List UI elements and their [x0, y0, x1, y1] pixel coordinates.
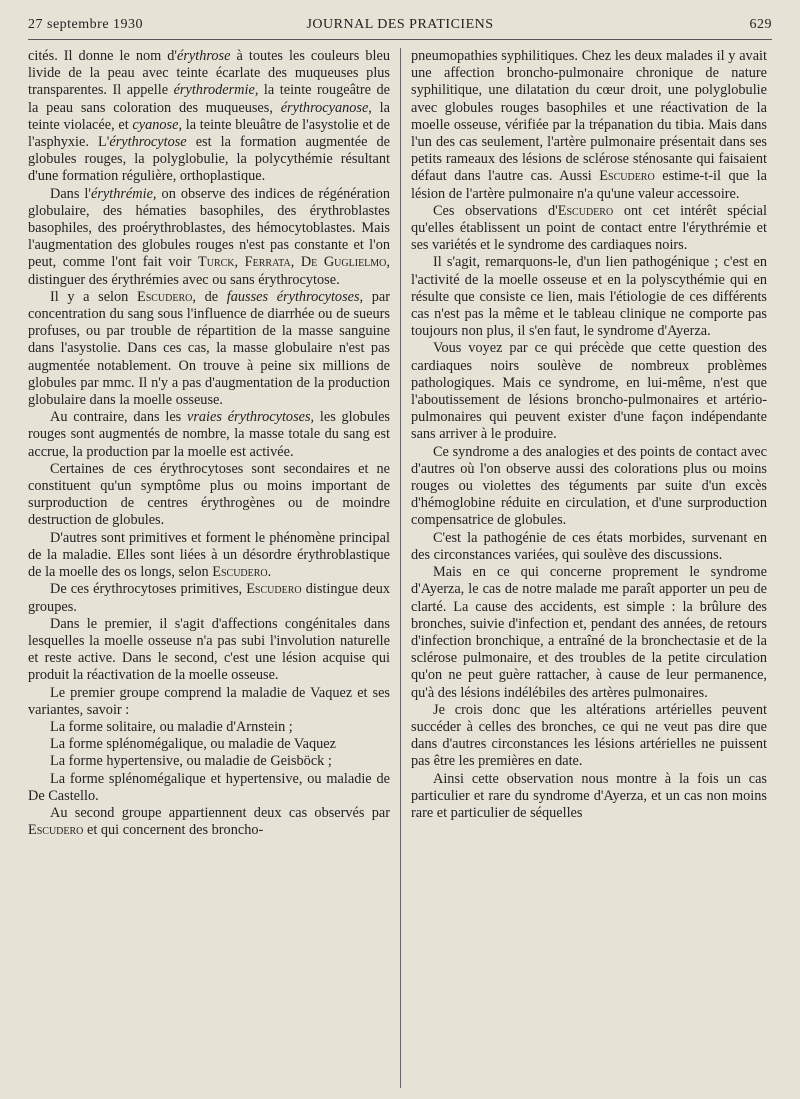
- text-run: Je crois donc que les altérations artérielles peuvent succéder à celles des bronches, ce qui ne veut pas dire que dans d'autres circonstances les lésions artérielles ne puissent pas être les premières en date.: [411, 701, 767, 770]
- paragraph: [28, 530, 390, 582]
- text-run: ,: [290, 254, 301, 271]
- text-run: Certaines de ces érythrocytoses sont secondaires et ne constituent qu'un symptôme plus ou moins important de surproduction de centres érythrogènes ou de moindre destruction de globules.: [28, 460, 390, 529]
- text-run: cités. Il donne le nom d': [28, 48, 177, 64]
- paragraph: [28, 581, 390, 615]
- text-run: estime-t-il que la lésion de l'artère pulmonaire n'a qu'une valeur accessoire.: [411, 168, 767, 202]
- paragraph: [28, 461, 390, 530]
- text-run: ,: [234, 254, 245, 271]
- text-run: est la formation augmentée de globules rouges, la polyglobulie, la polycythémie résultant d'une formation régulière, orthoplastique.: [28, 134, 390, 185]
- text-run: pneumopathies syphilitiques. Chez les deux malades il y avait une affection broncho-pulmonaire chronique de nature syphilitique, une dilatation du cœur droit, une polyglobulie avec globules rouges basophiles et une réactivation de la moelle osseuse, vérifiée par la trépanation du tibia. Mais dans l'un des cas seulement, l'artère pulmonaire présentait dans ses petits rameaux des lésions de sclérose sténosante qui faisaient défaut dans l'autre cas. Aussi: [411, 48, 767, 185]
- text-run: , distinguer des érythrémies avec ou sans érythrocytose.: [28, 254, 390, 288]
- text-run: par concentration du sang sous l'influence de diarrhée ou de sueurs profuses, ou par trouble de répartition de la masse sanguine dans l'asystolie. Dans ces cas, la masse globulaire n'est pas augmentée notablement. On trouve à peine six millions de globules par mmc. Il n'y a pas d'augmentation de la production globulaire dans la moelle osseuse.: [28, 288, 390, 409]
- text-run: les globules rouges sont augmentés de nombre, la masse totale du sang est accrue, la production par la moelle est activée.: [28, 409, 390, 460]
- page-number: 629: [749, 17, 772, 32]
- author-name: Escudero: [599, 168, 655, 185]
- text-run: distingue deux groupes.: [28, 581, 390, 615]
- italic-term: vraies érythrocytoses,: [187, 409, 315, 426]
- paragraph: [411, 530, 767, 564]
- italic-term: érythrocytose: [109, 134, 187, 151]
- paragraph: [28, 616, 390, 685]
- text-run: Ainsi cette observation nous montre à la fois un cas particulier et rare du syndrome d'Ayerza, et un cas non moins rare et particulier de séquelles: [411, 770, 767, 821]
- paragraph: [411, 203, 767, 255]
- paragraph: [28, 719, 390, 736]
- text-run: Le premier groupe comprend la maladie de Vaquez et ses variantes, savoir :: [28, 684, 390, 718]
- text-run: ont cet intérêt spécial qu'elles établissent un point de contact entre l'érythrémie et ses variétés et le syndrome des cardiaques noirs.: [411, 202, 767, 254]
- text-run: Mais en ce qui concerne proprement le syndrome d'Ayerza, le cas de notre malade me paraît apporter un peu de clarté. La cause des accidents, est simple : la brûlure des bronches, suivie d'infection et, pendant des années, de retours d'infection bronchique, a entraîné de la bronchectasie et de la sclérose pulmonaire, et des troubles de la petite circulation qu'on ne peut guère rattacher, à cause de leur permanence, qu'à des lésions indélébiles des artères pulmonaires.: [411, 564, 767, 701]
- text-run: La forme solitaire, ou maladie d'Arnstein ;: [50, 718, 293, 735]
- text-run: D'autres sont primitives et forment le phénomène principal de la maladie. Elles sont liées à un désordre érythroblastique de la moelle des os longs, selon: [28, 529, 390, 581]
- running-header: [28, 15, 772, 40]
- paragraph: [411, 444, 767, 530]
- text-run: la teinte rougeâtre de la peau sans coloration des muqueuses,: [28, 82, 390, 116]
- paragraph: [28, 805, 390, 839]
- text-run: la teinte violacée, et: [28, 99, 390, 133]
- author-name: Escudero: [136, 288, 193, 305]
- text-run: Au contraire, dans les: [50, 409, 187, 426]
- text-run: Il y a selon: [50, 288, 137, 305]
- italic-term: fausses érythrocytoses,: [226, 288, 364, 305]
- italic-term: érythrose: [177, 48, 231, 64]
- column-divider: [400, 48, 401, 1088]
- text-run: Ce syndrome a des analogies et des points de contact avec d'autres où l'on observe aussi des colorations plus ou moins rouges ou violettes des téguments par suite d'un excès d'hémoglobine réduite en circulation, et d'une surproduction compensatrice de globules.: [411, 443, 767, 529]
- text-run: Dans l': [50, 185, 91, 202]
- text-run: on observe des indices de régénération globulaire, des hématies basophiles, des érythroblastes basophiles, des proérythroblastes, des hémocytoblastes. Mais l'augmentation des globules rouges n'est pas constante et l'on peut, comme l'ont fait voir: [28, 185, 390, 271]
- paragraph: [28, 736, 390, 753]
- paragraph: [411, 771, 767, 823]
- paragraph: [28, 186, 390, 289]
- text-run: De ces érythrocytoses primitives,: [50, 581, 247, 598]
- text-run: Ces observations d': [433, 202, 558, 219]
- paragraph: [411, 48, 767, 203]
- italic-term: cyanose,: [132, 116, 183, 133]
- paragraph: [28, 289, 390, 409]
- text-run: .: [267, 564, 272, 581]
- text-run: La forme hypertensive, ou maladie de Geisböck ;: [50, 753, 332, 770]
- paragraph: [411, 564, 767, 702]
- italic-term: érythrémie,: [90, 185, 157, 202]
- text-run: la teinte bleuâtre de l'asystolie et de l'asphyxie. L': [28, 116, 390, 151]
- paragraph: [28, 771, 390, 805]
- text-run: Vous voyez par ce qui précède que cette question des cardiaques noirs soulève de nombreux problèmes pathologiques. Mais ce syndrome, en lui-même, n'est que l'aboutissement de lésions broncho-pulmonaires et artério-pulmonaires qui peuvent exister d'une façon indépendante sans arriver à le produire.: [411, 340, 767, 443]
- paragraph: [28, 753, 390, 770]
- author-name: Escudero: [28, 822, 84, 839]
- journal-title: JOURNAL DES PRATICIENS: [306, 17, 494, 32]
- text-run: et qui concernent des broncho-: [83, 822, 264, 839]
- paragraph: [411, 702, 767, 771]
- right-column: [411, 48, 767, 1088]
- issue-date: 27 septembre 1930: [28, 17, 144, 32]
- left-column: [28, 48, 390, 1088]
- text-run: La forme splénomégalique, ou maladie de Vaquez: [50, 736, 336, 753]
- italic-term: érythrocyanose,: [280, 99, 372, 116]
- author-name: Turck: [198, 254, 235, 271]
- text-run: à toutes les couleurs bleu livide de la peau avec teinte écarlate des muqueuses plus transparentes. Il appelle: [28, 48, 390, 99]
- paragraph: [411, 254, 767, 340]
- paragraph: [28, 48, 390, 186]
- italic-term: érythrodermie,: [173, 82, 259, 99]
- author-name: Escudero: [212, 564, 268, 581]
- text-run: , de: [192, 288, 227, 305]
- text-run: La forme splénomégalique et hypertensive, ou maladie de De Castello.: [28, 770, 390, 804]
- text-run: C'est la pathogénie de ces états morbides, survenant en des circonstances variées, qui soulève des discussions.: [411, 529, 767, 563]
- author-name: Escudero: [246, 581, 302, 598]
- text-run: Au second groupe appartiennent deux cas observés par: [50, 804, 390, 821]
- author-name: De Guglielmo: [300, 254, 387, 271]
- author-name: Escudero: [557, 202, 614, 219]
- text-run: Il s'agit, remarquons-le, d'un lien pathogénique ; c'est en l'activité de la moelle osseuse et en la polyscythémie qui en résulte que consiste ce lien, mais l'étiologie de ces différents cas n'est pas la même et le tableau clinique ne comporte pas toujours non plus, il s'en faut, le syndrome d'Ayerza.: [411, 254, 767, 340]
- author-name: Ferrata: [244, 254, 291, 271]
- text-run: Dans le premier, il s'agit d'affections congénitales dans lesquelles la moelle osseuse n'a pas subi l'involution naturelle et reste active. Dans le second, c'est une lésion acquise qui produit la réactivation de la moelle osseuse.: [28, 615, 390, 684]
- paragraph: [28, 685, 390, 719]
- paragraph: [411, 340, 767, 443]
- paragraph: [28, 409, 390, 461]
